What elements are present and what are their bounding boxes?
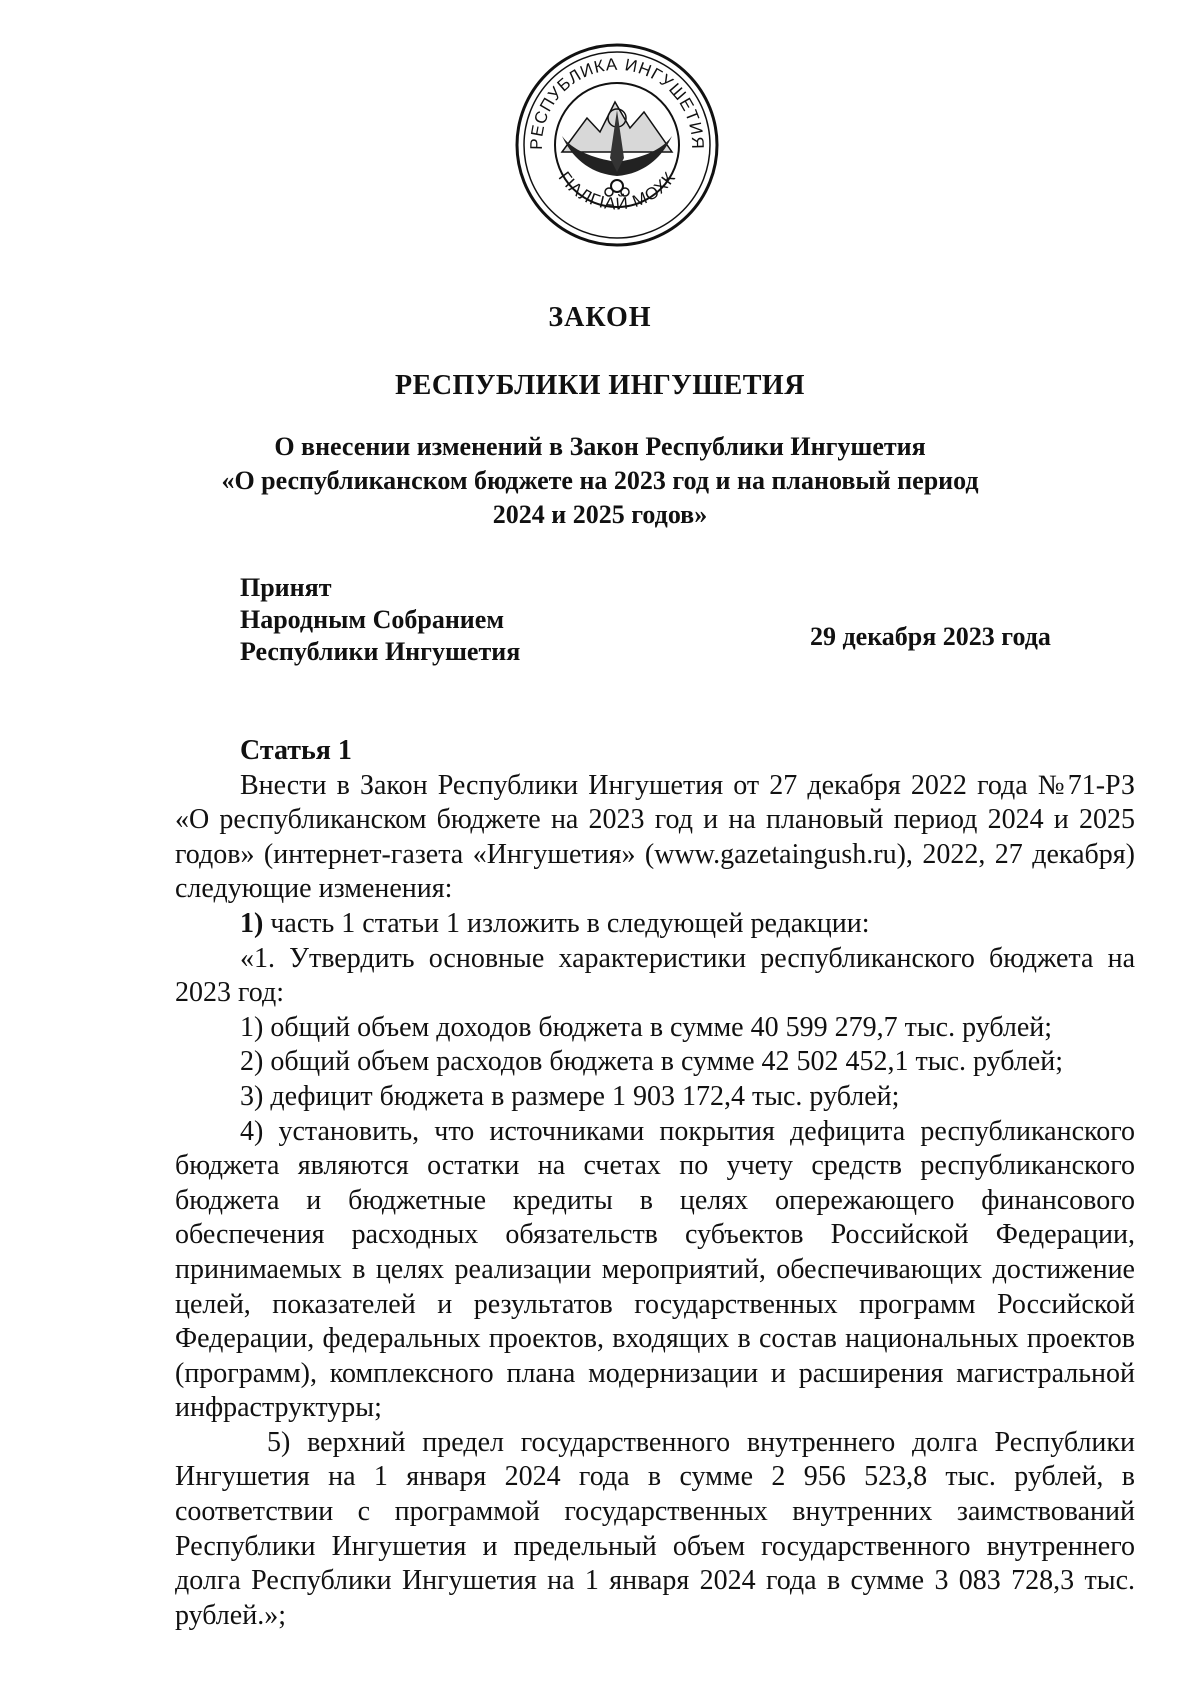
emblem-inscription-top: РЕСПУБЛИКА ИНГУШЕТИЯ — [526, 54, 708, 150]
point-text: часть 1 статьи 1 изложить в следующей редакции: — [263, 907, 870, 939]
quoted-part-start: «1. Утвердить основные характеристики республиканского бюджета на 2023 год: — [175, 942, 1135, 1009]
emblem-inscription-bottom: ГІАЛГІАЙ МОХК — [554, 168, 680, 214]
adoption-block — [240, 572, 520, 668]
list-item: 3) дефицит бюджета в размере 1 903 172,4 тыс. рублей; — [240, 1080, 900, 1112]
list-item: 5) верхний предел государственного внутреннего долга Республики Ингушетия на 1 января 2024 года в сумме 2 956 523,8 тыс. рублей, в соответствии с программой государственных внутренних заимствований Республики Ингушетия и предельный объем государственного внутреннего долга Республики Ингушетия на 1 января 2024 года в сумме 3 083 728,3 тыс. рублей.»; — [175, 1426, 1135, 1631]
adoption-line: Принят — [240, 573, 332, 602]
subject-line: 2024 и 2025 годов» — [492, 500, 708, 529]
republic-emblem-seal-icon — [512, 40, 722, 250]
list-item: 2) общий объем расходов бюджета в сумме 42 502 452,1 тыс. рублей; — [240, 1046, 1063, 1078]
point-number: 1) — [240, 907, 264, 939]
subject-line: О внесении изменений в Закон Республики Ингушетия — [274, 432, 926, 461]
document-title: ЗАКОН — [548, 302, 652, 333]
adoption-line: Народным Собранием — [240, 605, 505, 634]
adoption-line: Республики Ингушетия — [240, 637, 521, 666]
article-title: Статья 1 — [240, 735, 352, 766]
list-item: 1) общий объем доходов бюджета в сумме 40 599 279,7 тыс. рублей; — [240, 1011, 1053, 1043]
subject-line: «О республиканском бюджете на 2023 год и на плановый период — [221, 466, 979, 495]
article-intro: Внести в Закон Республики Ингушетия от 27 декабря 2022 года №71-РЗ «О республиканском бюджете на 2023 год и на плановый период 2024 и 2025 годов» (интернет-газета «Ингушетия» (www.gazetaingush.ru), 2022, 27 декабря) следующие изменения: — [175, 769, 1135, 905]
document-subject — [180, 430, 1020, 532]
article-body — [175, 734, 1135, 1633]
adoption-date: 29 декабря 2023 года — [810, 622, 1051, 651]
list-item: 4) установить, что источниками покрытия дефицита республиканского бюджета являются остатки на счетах по учету средств республиканского бюджета и бюджетные кредиты в целях опережающего финансового обеспечения расходных обязательств субъектов Российской Федерации, принимаемых в целях реализации мероприятий, обеспечивающих достижение целей, показателей и результатов государственных программ Российской Федерации, федеральных проектов, входящих в состав национальных проектов (программ), комплексного плана модернизации и расширения магистральной инфраструктуры; — [175, 1115, 1135, 1424]
amendment-point — [175, 907, 1135, 942]
document-subtitle: РЕСПУБЛИКИ ИНГУШЕТИЯ — [395, 370, 805, 401]
